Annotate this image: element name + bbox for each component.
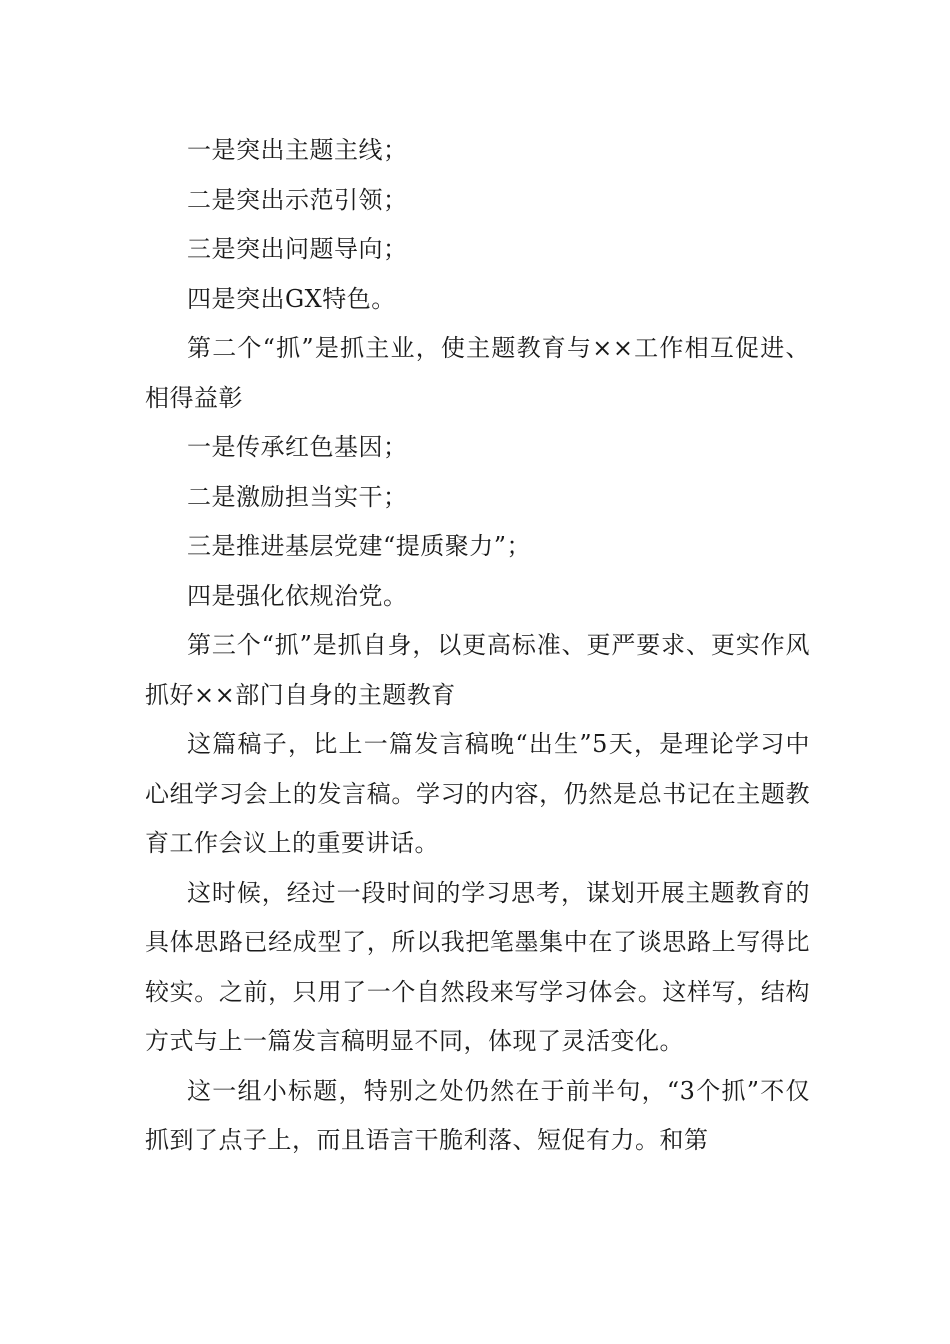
body-paragraph-1: 这篇稿子，比上一篇发言稿晚“出生”5天，是理论学习中心组学习会上的发言稿。学习的内容，仍然是总书记在主题教育工作会议上的重要讲话。	[145, 730, 810, 857]
list-item-1: 一是突出主题主线；	[187, 136, 408, 164]
list-item-2: 二是突出示范引领；	[187, 185, 408, 214]
section-heading-second-grab: 第二个“抓”是抓主业，使主题教育与××工作相互促进、相得益彰	[145, 334, 810, 412]
list-item-8: 四是强化依规治党。	[187, 581, 408, 610]
list-item-3: 三是突出问题导向；	[187, 235, 408, 263]
list-item-6: 二是激励担当实干；	[187, 482, 408, 511]
list-item-5: 一是传承红色基因；	[187, 433, 408, 461]
document-body	[145, 126, 810, 1166]
body-paragraph-2: 这时候，经过一段时间的学习思考，谋划开展主题教育的具体思路已经成型了，所以我把笔墨集中在了谈思路上写得比较实。之前，只用了一个自然段来写学习体会。这样写，结构方式与上一篇发言稿明显不同，体现了灵活变化。	[145, 878, 810, 1055]
list-item-4: 四是突出GX特色。	[187, 284, 396, 313]
section-heading-third-grab: 第三个“抓”是抓自身，以更高标准、更严要求、更实作风抓好××部门自身的主题教育	[145, 631, 810, 709]
body-paragraph-3: 这一组小标题，特别之处仍然在于前半句，“3个抓”不仅抓到了点子上，而且语言干脆利落、短促有力。和第	[145, 1076, 810, 1154]
list-item-7: 三是推进基层党建“提质聚力”；	[187, 532, 532, 560]
